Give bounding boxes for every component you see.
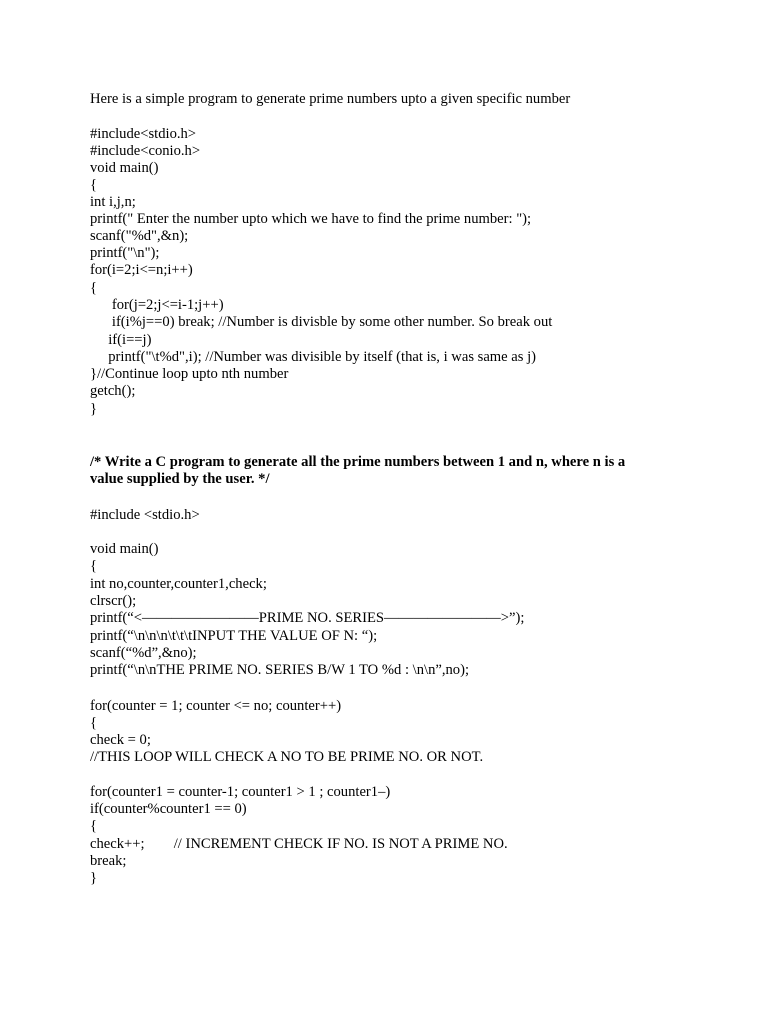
code-line: } (90, 870, 98, 886)
code-line: for(counter1 = counter-1; counter1 > 1 ; counter1–) (90, 784, 391, 800)
code-line: //THIS LOOP WILL CHECK A NO TO BE PRIME NO. OR NOT. (90, 749, 484, 765)
code-line: getch(); (90, 383, 136, 399)
code-line: printf(“\n\n\n\t\t\tINPUT THE VALUE OF N: “); (90, 628, 378, 644)
code-line: { (90, 715, 98, 731)
code-line: printf("\t%d",i); //Number was divisible by itself (that is, i was same as j) (90, 349, 537, 365)
code-line: for(j=2;j<=i-1;j++) (90, 297, 224, 313)
code-line: for(i=2;i<=n;i++) (90, 262, 193, 278)
code-line: check++; // INCREMENT CHECK IF NO. IS NOT A PRIME NO. (90, 836, 508, 852)
code-line: }//Continue loop upto nth number (90, 366, 289, 382)
code-line: if(i==j) (90, 332, 152, 348)
code-line: if(counter%counter1 == 0) (90, 801, 247, 817)
code-line: } (90, 401, 98, 417)
code-line: clrscr(); (90, 593, 137, 609)
code-line: scanf("%d",&n); (90, 228, 189, 244)
code-line: if(i%j==0) break; //Number is divisble by some other number. So break out (90, 314, 553, 330)
code-line: int no,counter,counter1,check; (90, 576, 267, 592)
document-page (90, 0, 710, 1024)
code-line: #include <stdio.h> (90, 507, 200, 523)
section-heading: value supplied by the user. */ (90, 471, 270, 487)
code-line: printf("\n"); (90, 245, 160, 261)
code-line: printf(“<————————PRIME NO. SERIES————————>”); (90, 610, 525, 626)
intro-text: Here is a simple program to generate prime numbers upto a given specific number (90, 91, 571, 107)
code-line: #include<conio.h> (90, 143, 201, 159)
code-line: printf(“\n\nTHE PRIME NO. SERIES B/W 1 TO %d : \n\n”,no); (90, 662, 470, 678)
code-line: scanf(“%d”,&no); (90, 645, 197, 661)
code-line: { (90, 558, 98, 574)
code-line: printf(" Enter the number upto which we have to find the prime number: "); (90, 211, 532, 227)
code-line: { (90, 280, 98, 296)
code-line: { (90, 818, 98, 834)
code-line: int i,j,n; (90, 194, 136, 210)
code-line: break; (90, 853, 127, 869)
code-line: { (90, 177, 98, 193)
code-line: check = 0; (90, 732, 151, 748)
code-line: void main() (90, 160, 159, 176)
code-line: #include<stdio.h> (90, 126, 197, 142)
section-heading: /* Write a C program to generate all the prime numbers between 1 and n, where n is a (90, 454, 626, 470)
code-line: for(counter = 1; counter <= no; counter++) (90, 698, 342, 714)
code-line: void main() (90, 541, 159, 557)
